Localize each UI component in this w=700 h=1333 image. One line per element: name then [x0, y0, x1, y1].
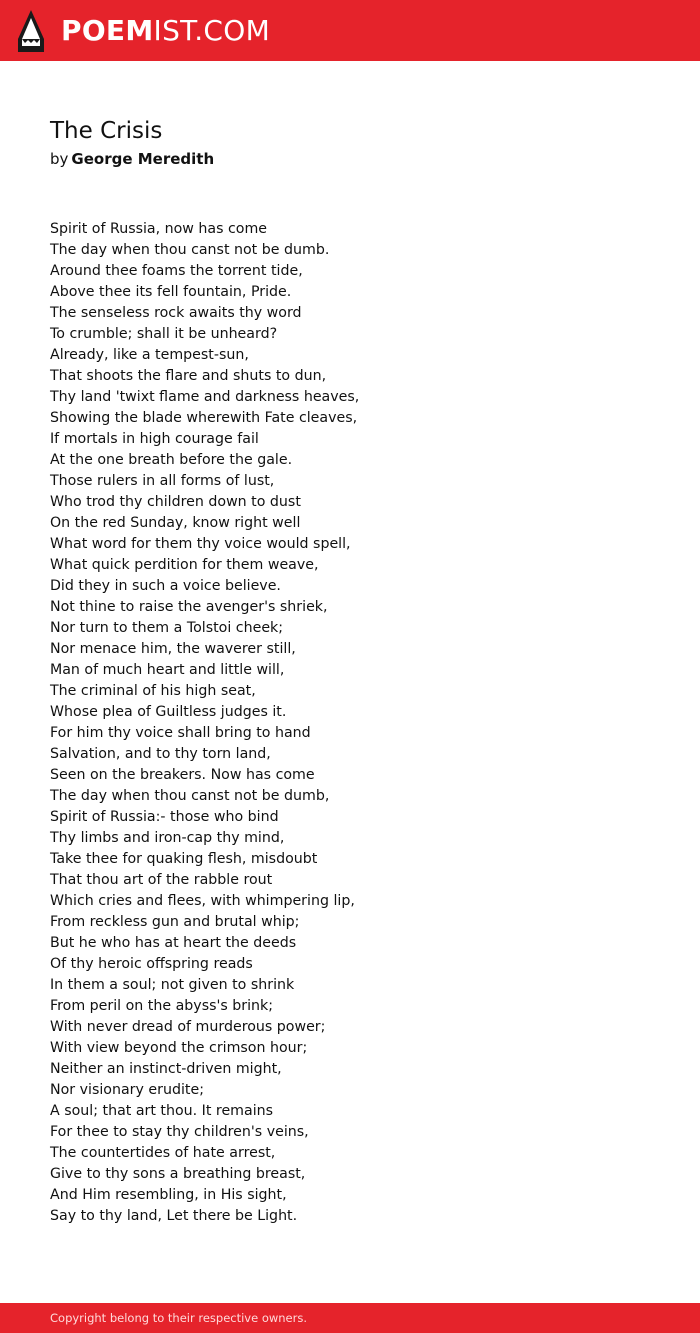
poem-line: A soul; that art thou. It remains: [50, 1103, 274, 1119]
copyright-notice: Copyright belong to their respective owners.: [50, 1311, 308, 1325]
site-footer: [0, 1303, 700, 1333]
poem-line: Around thee foams the torrent tide,: [50, 263, 303, 279]
poem-title: The Crisis: [50, 118, 163, 144]
pencil-tip-icon: [16, 9, 46, 53]
poem-body: [50, 219, 670, 1227]
poem-line: Salvation, and to thy torn land,: [50, 746, 271, 762]
poem-line: Thy land 'twixt flame and darkness heaves,: [50, 389, 360, 405]
logo-light-part: IST.COM: [153, 14, 271, 47]
poem-line: That thou art of the rabble rout: [50, 872, 273, 888]
poem-line: Say to thy land, Let there be Light.: [50, 1208, 298, 1224]
poem-line: And Him resembling, in His sight,: [50, 1187, 287, 1203]
poem-line: Spirit of Russia, now has come: [50, 221, 268, 237]
poem-line: Of thy heroic offspring reads: [50, 956, 253, 972]
poem-line: Those rulers in all forms of lust,: [50, 473, 275, 489]
by-label: by: [50, 150, 69, 168]
poem-line: For thee to stay thy children's veins,: [50, 1124, 309, 1140]
poem-line: Nor visionary erudite;: [50, 1082, 204, 1098]
poem-line: Nor menace him, the waverer still,: [50, 641, 296, 657]
site-logo-link[interactable]: [16, 9, 270, 53]
poem-line: The day when thou canst not be dumb,: [50, 788, 330, 804]
poem-line: Man of much heart and little will,: [50, 662, 285, 678]
poem-line: Which cries and flees, with whimpering lip,: [50, 893, 355, 909]
poem-line: Showing the blade wherewith Fate cleaves,: [50, 410, 358, 426]
poem-line: At the one breath before the gale.: [50, 452, 293, 468]
poem-line: Already, like a tempest-sun,: [50, 347, 249, 363]
poem-line: Did they in such a voice believe.: [50, 578, 281, 594]
poem-line: Nor turn to them a Tolstoi cheek;: [50, 620, 284, 636]
poem-line: From peril on the abyss's brink;: [50, 998, 274, 1014]
poem-line: For him thy voice shall bring to hand: [50, 725, 311, 741]
poem-line: What quick perdition for them weave,: [50, 557, 319, 573]
poem-line: If mortals in high courage fail: [50, 431, 259, 447]
poem-heading: [50, 114, 670, 170]
poem-line: Who trod thy children down to dust: [50, 494, 301, 510]
poem-line: From reckless gun and brutal whip;: [50, 914, 300, 930]
poem-line: Thy limbs and iron-cap thy mind,: [50, 830, 285, 846]
poem-line: On the red Sunday, know right well: [50, 515, 301, 531]
poem-line: The day when thou canst not be dumb.: [50, 242, 330, 258]
poem-line: But he who has at heart the deeds: [50, 935, 297, 951]
poem-line: With never dread of murderous power;: [50, 1019, 326, 1035]
poem-line: Take thee for quaking flesh, misdoubt: [50, 851, 318, 867]
logo-bold-part: POEM: [61, 14, 154, 47]
poem-line: With view beyond the crimson hour;: [50, 1040, 308, 1056]
site-header: [0, 0, 700, 61]
poem-line: To crumble; shall it be unheard?: [50, 326, 278, 342]
poem-author: George Meredith: [71, 150, 215, 168]
poem-line: Above thee its fell fountain, Pride.: [50, 284, 292, 300]
poem-line: Neither an instinct-driven might,: [50, 1061, 282, 1077]
poem-line: What word for them thy voice would spell,: [50, 536, 351, 552]
poem-line: That shoots the flare and shuts to dun,: [50, 368, 327, 384]
poem-line: Spirit of Russia:- those who bind: [50, 809, 279, 825]
poem-line: Give to thy sons a breathing breast,: [50, 1166, 306, 1182]
poem-byline: [50, 148, 670, 170]
site-logo-text: [61, 9, 270, 53]
poem-line: The criminal of his high seat,: [50, 683, 256, 699]
poem-line: In them a soul; not given to shrink: [50, 977, 295, 993]
poem-line: Not thine to raise the avenger's shriek,: [50, 599, 328, 615]
poem-line: Seen on the breakers. Now has come: [50, 767, 315, 783]
poem-line: The senseless rock awaits thy word: [50, 305, 302, 321]
poem-line: Whose plea of Guiltless judges it.: [50, 704, 287, 720]
poem-line: The countertides of hate arrest,: [50, 1145, 276, 1161]
